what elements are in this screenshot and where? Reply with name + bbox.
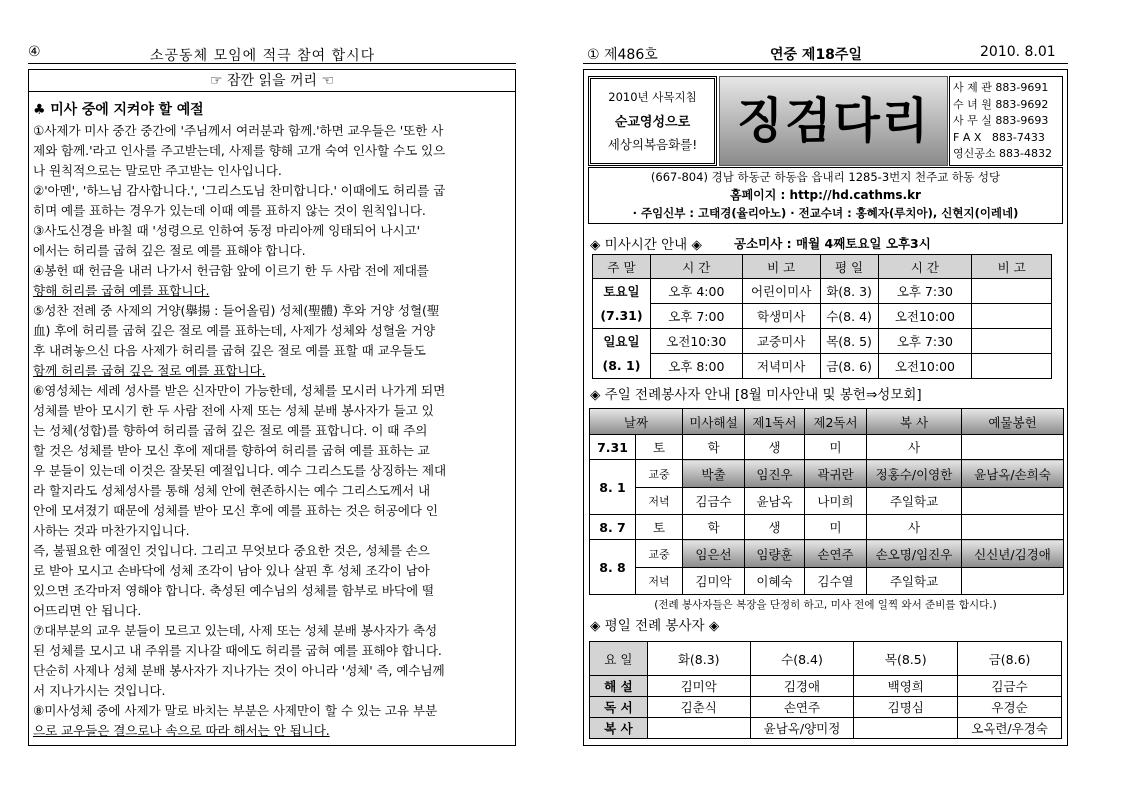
table-cell: 김금수 xyxy=(958,676,1062,697)
table-cell: 김미악 xyxy=(683,568,745,595)
table-cell: 사 xyxy=(867,435,962,460)
table-cell xyxy=(962,488,1064,515)
table-cell: 금(8. 6) xyxy=(820,354,878,379)
table-cell: 7.31 xyxy=(590,435,636,460)
text-line: ⑧미사성체 중에 사제가 말로 바치는 부분은 사제만이 할 수 있는 고유 부분 xyxy=(33,703,438,718)
table-cell: 주일학교 xyxy=(867,568,962,595)
text-line: ③사도신경을 바칠 때 '성령으로 인하여 동정 마리아께 잉태되어 나시고' xyxy=(33,223,420,238)
text-line: ④봉헌 때 헌금을 내러 나가서 헌금함 앞에 이르기 한 두 사람 전에 제대를 xyxy=(33,263,429,278)
table-cell xyxy=(972,279,1052,304)
liturgical-week: 연중 제18주일 xyxy=(770,47,862,63)
table-cell: 신신년/김경애 xyxy=(962,540,1064,568)
table-cell: 곽귀란 xyxy=(805,460,867,488)
table-cell: 임진우 xyxy=(745,460,805,488)
mass-times-title: ◈ 미사시간 안내 ◈ xyxy=(590,237,702,253)
table-cell: 학 xyxy=(683,435,745,460)
table-cell: 수(8. 4) xyxy=(820,304,878,329)
slogan: 소공동체 모임에 적극 참여 합시다 xyxy=(150,48,376,64)
motto-year: 2010년 사목지침 xyxy=(608,90,697,104)
text-line: ②'아멘', '하느님 감사합니다.', '그리스도님 찬미합니다.' 이때에도 허리를 굽 xyxy=(33,183,446,198)
table-row xyxy=(590,460,1064,488)
table-cell: 윤남옥 xyxy=(745,488,805,515)
table-cell: 우경순 xyxy=(958,697,1062,718)
table-cell: 교중미사 xyxy=(742,329,820,354)
page-number: ④ xyxy=(28,44,41,60)
table-cell xyxy=(972,329,1052,354)
text-line: 우 분들이 있는데 이것은 잘못된 예절입니다. 예수 그리스도를 상징하는 제대 xyxy=(33,463,447,478)
contact-line: 사 무 실 883-9693 xyxy=(953,114,1049,127)
table-cell: 오옥련/우경숙 xyxy=(958,718,1062,739)
text-line: 는 성체(성합)를 향하여 허리를 굽혀 깊은 절로 예를 표합니다. 이 때 주의 xyxy=(33,423,428,438)
column-header: 비 고 xyxy=(972,255,1052,279)
table-cell: 저녁 xyxy=(636,488,683,515)
text-line: 으로 교우들은 결으로나 속으로 따라 해서는 안 됩니다. xyxy=(33,723,330,738)
text-line: 즉, 불필요한 예절인 것입니다. 그리고 무엇보다 중요한 것은, 성체를 손으 xyxy=(33,543,430,558)
table-cell: 복 사 xyxy=(590,718,648,739)
table-cell: 손오명/임진우 xyxy=(867,540,962,568)
table-cell: 생 xyxy=(745,435,805,460)
parish-address: (667-804) 경남 하동군 하동읍 읍내리 1285-3번지 천주교 하동 성당 xyxy=(650,170,1001,184)
column-header: 미사해설 xyxy=(683,409,745,435)
table-cell: 나미희 xyxy=(805,488,867,515)
table-cell: 김금수 xyxy=(683,488,745,515)
reading-text xyxy=(33,100,511,740)
column-header: 제2독서 xyxy=(805,409,867,435)
table-row xyxy=(590,568,1064,595)
table-cell xyxy=(972,304,1052,329)
table-row xyxy=(593,354,1052,379)
table-cell: 토 xyxy=(636,435,683,460)
parish-info xyxy=(588,167,1063,224)
column-header: 시 간 xyxy=(650,255,742,279)
table-header-row xyxy=(593,255,1052,279)
text-line: 향해 허리를 굽혀 예를 표합니다. xyxy=(33,283,210,298)
text-line: 에서는 허리를 굽혀 깊은 절로 예를 표해야 합니다. xyxy=(33,243,306,258)
table-row xyxy=(590,488,1064,515)
newsletter-front xyxy=(583,69,1068,746)
contact-line: F A X 883-7433 xyxy=(953,130,1045,144)
text-line: 함께 허리를 굽혀 깊은 절로 예를 표합니다. xyxy=(33,363,266,378)
table-cell: 저녁미사 xyxy=(742,354,820,379)
table-cell: 저녁 xyxy=(636,568,683,595)
table-cell: 윤남옥/양미정 xyxy=(750,718,854,739)
table-cell: 김춘식 xyxy=(647,697,750,718)
column-header: 날짜 xyxy=(590,409,683,435)
table-cell: 김경애 xyxy=(750,676,854,697)
text-line: ①사제가 미사 중간 중간에 '주님께서 여러분과 함께.'하면 교우들은 '또한 사 xyxy=(33,123,444,138)
table-cell: 생 xyxy=(745,515,805,540)
table-cell: 오후 7:30 xyxy=(878,279,972,304)
text-line: ⑦대부분의 교우 분들이 모르고 있는데, 사제 또는 성체 분배 봉사자가 축성 xyxy=(33,623,438,638)
table-cell: 오후 4:00 xyxy=(650,279,742,304)
table-row xyxy=(590,515,1064,540)
table-cell: 이혜숙 xyxy=(745,568,805,595)
table-row xyxy=(590,676,1062,697)
table-cell: 8. 7 xyxy=(590,515,636,540)
contact-line: 수 녀 원 883-9692 xyxy=(953,97,1049,111)
table-row xyxy=(593,329,1052,354)
table-cell: 학 xyxy=(683,515,745,540)
table-header-row xyxy=(590,642,1062,676)
column-header: 제1독서 xyxy=(745,409,805,435)
text-line: ♣ 미사 중에 지켜야 할 예절 xyxy=(33,102,204,118)
table-cell: 백영희 xyxy=(854,676,958,697)
text-line: 할 것은 성체를 받아 모신 후에 제대를 향하여 허리를 굽혀 예를 표하는 교 xyxy=(33,443,430,458)
column-header: 수(8.4) xyxy=(750,642,854,676)
mission-mass-note: 공소미사 : 매월 4째토요일 오후3시 xyxy=(734,236,931,251)
table-cell: 일요일 xyxy=(593,329,651,354)
table-cell: 8. 8 xyxy=(590,540,636,595)
table-cell: 오후 8:00 xyxy=(650,354,742,379)
column-header: 비 고 xyxy=(742,255,820,279)
table-cell: 임량훈 xyxy=(745,540,805,568)
reading-box-title: ☞ 잠깐 읽을 꺼리 ☜ xyxy=(29,70,515,92)
table-cell xyxy=(962,515,1064,540)
table-cell: 김수열 xyxy=(805,568,867,595)
table-cell: (8. 1) xyxy=(593,354,651,379)
issue-number: ① 제486호 xyxy=(587,47,658,63)
table-cell xyxy=(854,718,958,739)
table-cell: 독 서 xyxy=(590,697,648,718)
motto-line: 순교영성으로 xyxy=(614,115,691,130)
text-line: 된 성체를 모시고 내 주위를 지나갈 때에도 허리를 굽혀 예를 표해야 합니다. xyxy=(33,643,442,658)
weekday-servers-title: ◈ 평일 전례 봉사자 ◈ xyxy=(590,618,720,634)
servers-note: (전례 봉사자들은 복장을 단정히 하고, 미사 전에 일찍 와서 준비를 합시다.) xyxy=(654,599,997,611)
column-header: 목(8.5) xyxy=(854,642,958,676)
table-row xyxy=(590,697,1062,718)
column-header: 예물봉헌 xyxy=(962,409,1064,435)
newsletter-logo: 징검다리 xyxy=(719,76,948,166)
table-cell: 오전10:00 xyxy=(878,304,972,329)
weekday-servers-table xyxy=(589,641,1062,739)
table-cell: 오후 7:00 xyxy=(650,304,742,329)
column-header: 화(8.3) xyxy=(647,642,750,676)
text-line: ⑤성찬 전례 중 사제의 거양(擧揚 : 들어올림) 성체(聖體) 후와 거양 성혈(聖 xyxy=(33,303,440,318)
table-cell xyxy=(962,568,1064,595)
text-line: 제와 함께.'라고 인사를 주고받는데, 사제를 향해 고개 숙여 인사할 수도 있으 xyxy=(33,143,446,158)
table-cell: 학생미사 xyxy=(742,304,820,329)
table-cell xyxy=(647,718,750,739)
sunday-servers-title: ◈ 주일 전례봉사자 안내 [8월 미사안내 및 봉헌⇒성모회] xyxy=(590,387,922,403)
parish-staff: · 주임신부 : 고태경(율리아노) · 전교수녀 : 홍혜자(루치아), 신현지(이레네) xyxy=(632,206,1019,220)
text-line: 사하는 것과 마찬가지입니다. xyxy=(33,523,190,538)
mass-times-table xyxy=(592,254,1052,379)
text-line: 로 받아 모시고 손바닥에 성체 조각이 남아 있나 살핀 후 성체 조각이 남아 xyxy=(33,563,430,578)
table-cell: 토요일 xyxy=(593,279,651,304)
table-cell: 미 xyxy=(805,435,867,460)
contact-line: 사 제 관 883-9691 xyxy=(953,81,1049,94)
column-header: 금(8.6) xyxy=(958,642,1062,676)
table-cell: 화(8. 3) xyxy=(820,279,878,304)
table-cell: 오전10:00 xyxy=(878,354,972,379)
table-cell: 오전10:30 xyxy=(650,329,742,354)
table-cell: 교중 xyxy=(636,540,683,568)
text-line: ⑥영성체는 세례 성사를 받은 신자만이 가능한데, 성체를 모시러 나가게 되면 xyxy=(33,383,446,398)
pastoral-motto xyxy=(588,76,717,166)
issue-date: 2010. 8.01 xyxy=(980,44,1056,60)
text-line: 血) 후에 허리를 굽혀 깊은 절로 예를 표하는데, 사제가 성체와 성혈을 거양 xyxy=(33,323,435,338)
contact-list xyxy=(949,76,1063,166)
table-cell: 김명심 xyxy=(854,697,958,718)
table-row xyxy=(593,279,1052,304)
table-cell: 손연주 xyxy=(805,540,867,568)
table-row xyxy=(590,540,1064,568)
text-line: 라 할지라도 성체성사를 통해 성체 안에 현존하시는 예수 그리스도께서 내 xyxy=(33,483,431,498)
text-line: 단순히 사제나 성체 분배 봉사자가 지나가는 것이 아니라 '성체' 즉, 예수님께 xyxy=(33,663,445,678)
text-line: 히며 예를 표하는 경우가 있는데 이때 예를 표하지 않는 것이 원칙입니다. xyxy=(33,203,426,218)
table-cell: 오후 7:30 xyxy=(878,329,972,354)
motto-line: 세상의복음화를! xyxy=(607,137,698,152)
table-cell: 박출 xyxy=(683,460,745,488)
text-line: 나 원칙적으로는 말로만 주고받는 인사입니다. xyxy=(33,163,282,178)
table-cell: 김미악 xyxy=(647,676,750,697)
text-line: 어뜨리면 안 됩니다. xyxy=(33,603,142,618)
table-cell: 주일학교 xyxy=(867,488,962,515)
table-cell: 손연주 xyxy=(750,697,854,718)
text-line: 성체를 받아 모시기 한 두 사람 전에 사제 또는 성체 분배 봉사자가 들고 있 xyxy=(33,403,434,418)
table-cell: 미 xyxy=(805,515,867,540)
table-cell: 목(8. 5) xyxy=(820,329,878,354)
table-cell: 사 xyxy=(867,515,962,540)
table-cell: 해 설 xyxy=(590,676,648,697)
table-cell: 정홍수/이영한 xyxy=(867,460,962,488)
table-cell: (7.31) xyxy=(593,304,651,329)
text-line: 있으면 조각마저 영해야 합니다. 축성된 예수님의 성체를 함부로 바닥에 떨 xyxy=(33,583,434,598)
table-cell: 8. 1 xyxy=(590,460,636,515)
column-header: 요 일 xyxy=(590,642,648,676)
table-cell: 임은선 xyxy=(683,540,745,568)
table-cell: 어린이미사 xyxy=(742,279,820,304)
contact-line: 영신공소 883-4832 xyxy=(953,147,1052,160)
column-header: 평 일 xyxy=(820,255,878,279)
text-line: 서 지나가시는 것입니다. xyxy=(33,683,166,698)
homepage-link[interactable]: 홈페이지 : http://hd.cathms.kr xyxy=(730,188,921,202)
table-header-row xyxy=(590,409,1064,435)
sunday-servers-table xyxy=(589,408,1064,595)
table-cell xyxy=(972,354,1052,379)
text-line: 안에 모셔졌기 때문에 성체를 받아 모신 후에 예를 표하는 것은 허공에다 인 xyxy=(33,503,438,518)
column-header: 복 사 xyxy=(867,409,962,435)
table-cell: 윤남옥/손희숙 xyxy=(962,460,1064,488)
column-header: 시 간 xyxy=(878,255,972,279)
table-row xyxy=(590,435,1064,460)
reading-box xyxy=(28,69,516,746)
column-header: 주 말 xyxy=(593,255,651,279)
table-row xyxy=(590,718,1062,739)
text-line: 후 내려놓으신 다음 사제가 허리를 굽혀 깊은 절로 예를 표할 때 교우들도 xyxy=(33,343,426,358)
table-cell xyxy=(962,435,1064,460)
table-cell: 토 xyxy=(636,515,683,540)
table-cell: 교중 xyxy=(636,460,683,488)
table-row xyxy=(593,304,1052,329)
